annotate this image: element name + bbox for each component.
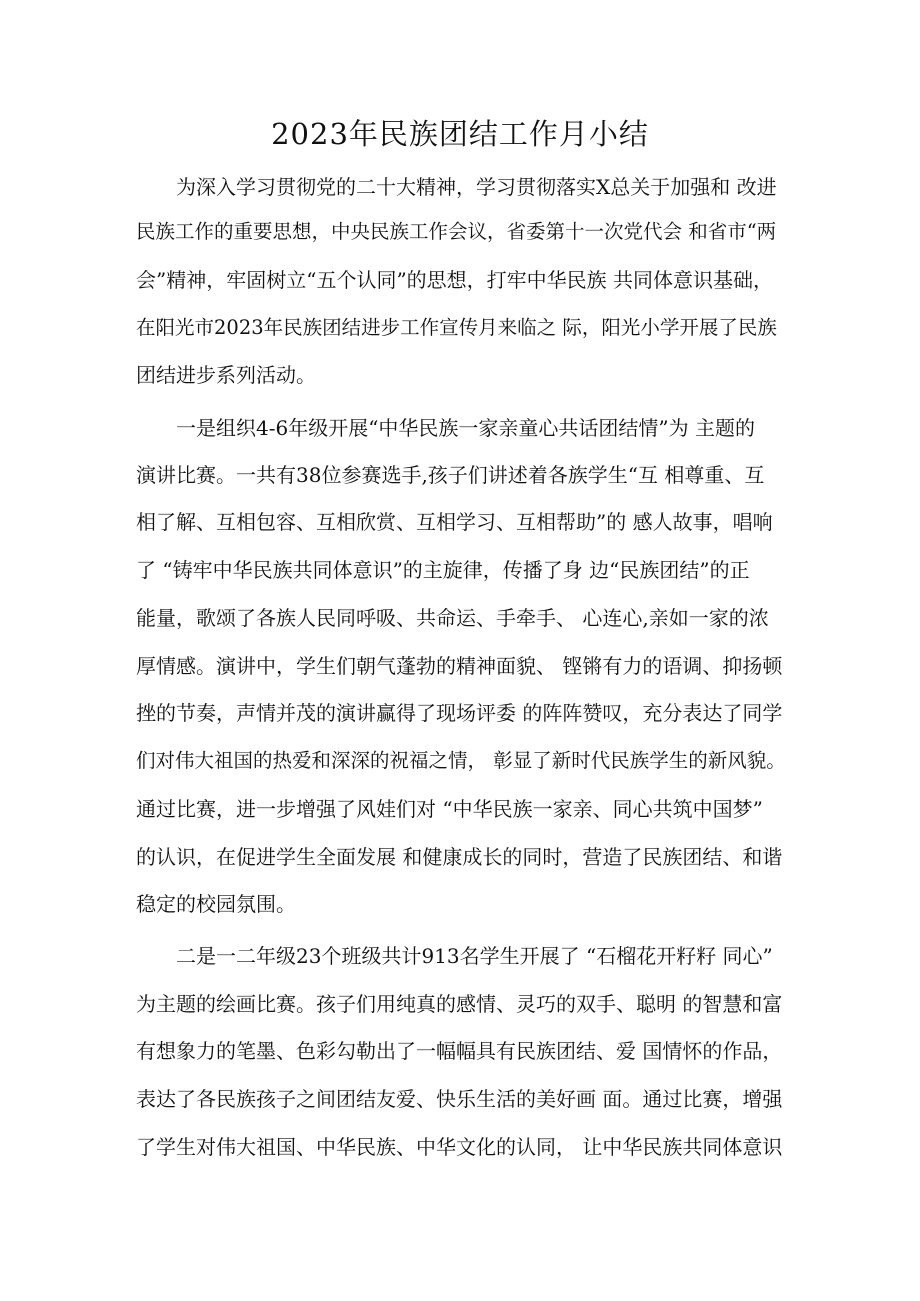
text-line: 为主题的绘画比赛。孩子们用纯真的感情、灵巧的双手、聪明 的智慧和富 [136,992,783,1016]
text-line: 的认识，在促进学生全面发展 和健康成长的同时，营造了民族团结、和谐 [136,845,783,869]
text-line: 民族工作的重要思想，中央民族工作会议，省委第十一次党代会 和省市“两 [136,220,777,243]
text-line: 演讲比赛。一共有38位参赛选手,孩子们讲述着各族学生“互 相尊重、互 [136,463,765,487]
text-line: 厚情感。演讲中，学生们朝气蓬勃的精神面貌、 铿锵有力的语调、抑扬顿 [136,654,783,678]
document-title: 2023年民族团结工作月小结 [271,117,649,151]
text-line: 一是组织4-6年级开展“中华民族一家亲童心共话团结情”为 主题的 [176,416,756,440]
text-line: 在阳光市2023年民族团结进步工作宣传月来临之 际，阳光小学开展了民族 [136,316,777,339]
text-line: 为深入学习贯彻党的二十大精神，学习贯彻落实X总关于加强和 改进 [176,175,777,199]
text-line: 挫的节奏，声情并茂的演讲赢得了现场评委 的阵阵赞叹，充分表达了同学 [136,701,783,725]
text-line: 团结进步系列活动。 [136,363,316,387]
text-line: 表达了各民族孩子之间团结友爱、快乐生活的美好画 面。通过比赛，增强 [136,1087,783,1111]
text-line: 能量，歌颂了各族人民同呼吸、共命运、手牵手、 心连心,亲如一家的浓 [136,606,769,630]
text-line: 相了解、互相包容、互相欣赏、互相学习、互相帮助”的 感人故事，唱响 [136,510,773,534]
text-line: 了学生对伟大祖国、中华民族、中华文化的认同， 让中华民族共同体意识 [136,1135,783,1159]
text-line: 会”精神，牢固树立“五个认同”的思想，打牢中华民族 共同体意识基础， [136,268,774,292]
text-line: 有想象力的笔墨、色彩勾勒出了一幅幅具有民族团结、爱 国情怀的作品， [136,1039,783,1063]
text-line: 稳定的校园氛围。 [136,892,296,916]
text-line: 通过比赛，进一步增强了风娃们对 “中华民族一家亲、同心共筑中国梦” [136,797,763,821]
text-line: 二是一二年级23个班级共计913名学生开展了 “石榴花开籽籽 同心” [176,944,773,968]
text-line: 了 “铸牢中华民族共同体意识”的主旋律，传播了身 边“民族团结”的正 [136,558,750,582]
text-line: 们对伟大祖国的热爱和深深的祝福之情， 彰显了新时代民族学生的新风貌。 [136,749,786,772]
